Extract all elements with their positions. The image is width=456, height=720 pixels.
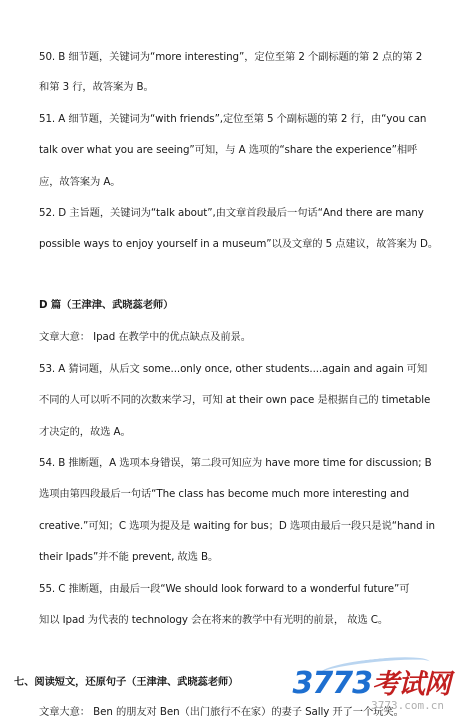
answer-54-line-2: 选项由第四段最后一句话“The class has become much more interesting and [39,488,410,500]
answer-55-line-1: 55. C 推断题，由最后一段“We should look forward to a wonderful future”可 [39,583,410,595]
answer-50-line-2: 和第 3 行，故答案为 B。 [39,81,154,93]
section-d-heading: D 篇（王津津、武晓蕊老师） [39,299,174,311]
answer-52-line-2: possible ways to enjoy yourself in a museum”以及文章的 5 点建议，故答案为 D。 [39,238,439,250]
answer-51-line-2: talk over what you are seeing”可知，与 A 选项的“share the experience”相呼 [39,144,418,156]
watermark-cn-text: 考试网 [372,669,450,700]
answer-53-line-3: 才决定的，故选 A。 [39,426,131,438]
answer-50-line-1: 50. B 细节题，关键词为“more interesting”，定位至第 2 个副标题的第 2 点的第 2 [39,51,423,63]
answer-51-line-3: 应，故答案为 A。 [39,176,121,188]
section-d-summary: 文章大意： Ipad 在教学中的优点缺点及前景。 [39,331,251,343]
answer-53-line-1: 53. A 猜词题，从后文 some...only once, other students....again and again 可知 [39,363,428,375]
watermark-number: 3773 [292,666,372,701]
answer-54-line-4: their Ipads”并不能 prevent, 故选 B。 [39,551,219,563]
section-7-summary: 文章大意： Ben 的朋友对 Ben（出门旅行不在家）的妻子 Sally 开了一个玩笑。 [39,706,404,718]
watermark-logo [293,668,451,701]
answer-51-line-1: 51. A 细节题，关键词为“with friends”,定位至第 5 个副标题的第 2 行，由“you can [39,113,427,125]
answer-55-line-2: 知以 Ipad 为代表的 technology 会在将来的教学中有光明的前景， 故选 C。 [39,614,389,626]
answer-54-line-3: creative.”可知；C 选项为提及是 waiting for bus；D 选项由最后一段只是说“hand in [39,520,435,532]
answer-52-line-1: 52. D 主旨题，关键词为“talk about”,由文章首段最后一句话“And there are many [39,207,424,219]
answer-53-line-2: 不同的人可以听不同的次数来学习，可知 at their own pace 是根据自己的 timetable [39,394,431,406]
watermark-url: 3773.com.cn [371,699,444,712]
answer-54-line-1: 54. B 推断题，A 选项本身错误，第二段可知应为 have more time for discussion; B [39,457,432,469]
site-watermark [293,668,451,712]
section-7-heading: 七、阅读短文，还原句子（王津津、武晓蕊老师） [14,676,239,688]
